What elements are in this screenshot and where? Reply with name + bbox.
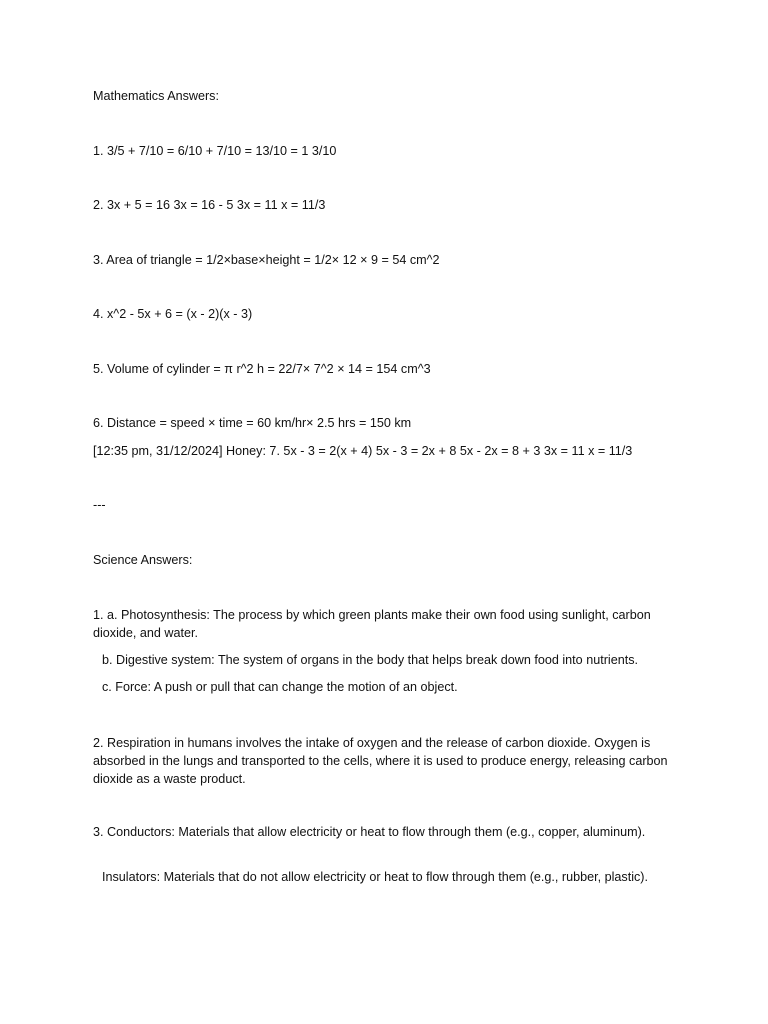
math-answer-2: 2. 3x + 5 = 16 3x = 16 - 5 3x = 11 x = 11/3 xyxy=(93,198,326,212)
math-answer-1: 1. 3/5 + 7/10 = 6/10 + 7/10 = 13/10 = 1 3/10 xyxy=(93,144,337,158)
math-answer-6: 6. Distance = speed × time = 60 km/hr× 2.5 hrs = 150 km xyxy=(93,416,412,430)
math-answer-5: 5. Volume of cylinder = π r^2 h = 22/7× 7^2 × 14 = 154 cm^3 xyxy=(93,362,431,376)
math-heading: Mathematics Answers: xyxy=(93,89,219,103)
math-answer-3: 3. Area of triangle = 1/2×base×height = 1/2× 12 × 9 = 54 cm^2 xyxy=(93,253,440,267)
math-answer-4: 4. x^2 - 5x + 6 = (x - 2)(x - 3) xyxy=(93,307,253,321)
science-heading: Science Answers: xyxy=(93,553,193,567)
science-answer-1a: 1. a. Photosynthesis: The process by which green plants make their own food using sunlight, carbon dioxide, and water. xyxy=(93,608,651,640)
science-answer-3-conductors: 3. Conductors: Materials that allow electricity or heat to flow through them (e.g., copper, aluminum). xyxy=(93,825,646,839)
separator: --- xyxy=(93,498,106,512)
science-answer-1c: c. Force: A push or pull that can change the motion of an object. xyxy=(102,680,458,694)
science-answer-1b: b. Digestive system: The system of organs in the body that helps break down food into nutrients. xyxy=(102,653,638,667)
science-answer-3-insulators: Insulators: Materials that do not allow electricity or heat to flow through them (e.g., rubber, plastic). xyxy=(102,870,648,884)
science-answer-2: 2. Respiration in humans involves the intake of oxygen and the release of carbon dioxide. Oxygen is absorbed in the lungs and transported to the cells, where it is used to produce energy, releasing carbon dioxide as a waste product. xyxy=(93,736,668,786)
chat-message-answer-7: [12:35 pm, 31/12/2024] Honey: 7. 5x - 3 = 2(x + 4) 5x - 3 = 2x + 8 5x - 2x = 8 + 3 3x = 11 x = 11/3 xyxy=(93,444,633,458)
